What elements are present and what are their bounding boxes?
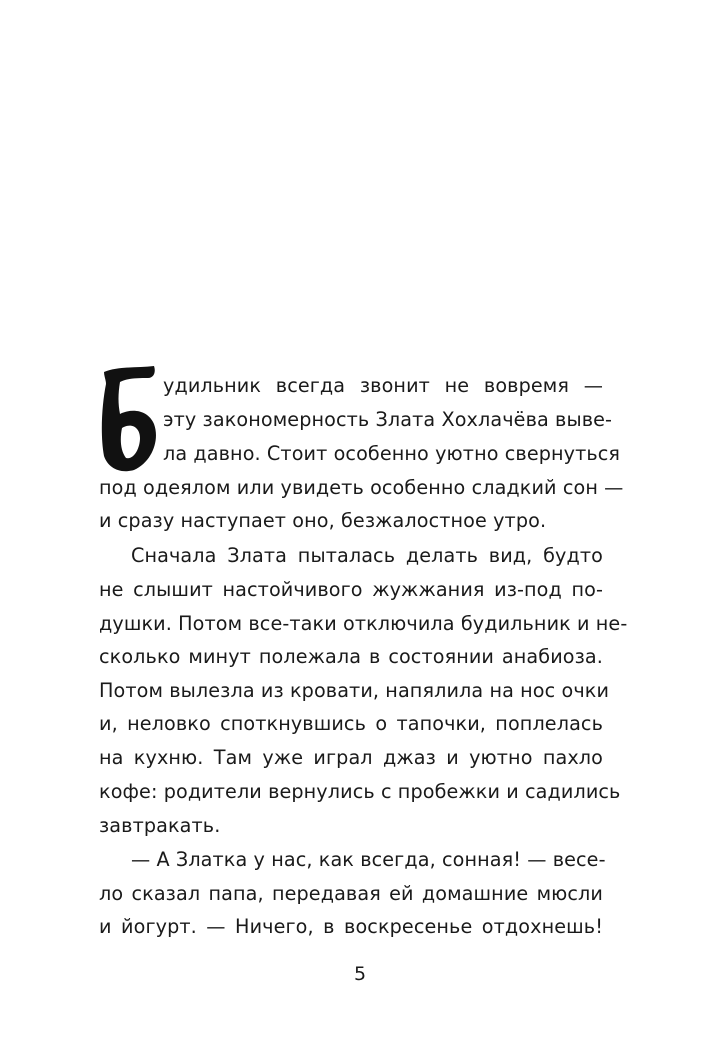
text-line: ло сказал папа, передавая ей домашние мюсли	[99, 882, 603, 905]
text-line: ла давно. Стоит особенно уютно свернуться	[163, 442, 621, 465]
text-line: — А Златка у нас, как всегда, сонная! — весе-	[131, 848, 606, 871]
drop-cap-letter	[98, 364, 160, 474]
text-line: завтракать.	[99, 814, 221, 837]
text-line: эту закономерность Злата Хохлачёва выве-	[163, 408, 613, 431]
text-line: под одеялом или увидеть особенно сладкий сон —	[99, 476, 624, 499]
page-number: 5	[353, 963, 367, 985]
text-line: и сразу наступает оно, безжалостное утро.	[99, 509, 547, 532]
text-line: сколько минут полежала в состоянии анабиоза.	[99, 645, 603, 668]
text-line: удильник всегда звонит не вовремя —	[163, 374, 603, 397]
text-line: Потом вылезла из кровати, напялила на нос очки	[99, 679, 610, 702]
text-line: и, неловко споткнувшись о тапочки, поплелась	[99, 712, 603, 735]
text-line: на кухню. Там уже играл джаз и уютно пахло	[99, 746, 603, 769]
drop-cap-glyph	[98, 364, 160, 474]
text-line: кофе: родители вернулись с пробежки и садились	[99, 780, 621, 803]
text-line: душки. Потом все-таки отключила будильник и не-	[99, 612, 628, 635]
text-line: Сначала Злата пыталась делать вид, будто	[131, 544, 603, 567]
text-line: и йогурт. — Ничего, в воскресенье отдохнешь!	[99, 915, 603, 938]
text-line: не слышит настойчивого жужжания из-под по-	[99, 578, 603, 601]
